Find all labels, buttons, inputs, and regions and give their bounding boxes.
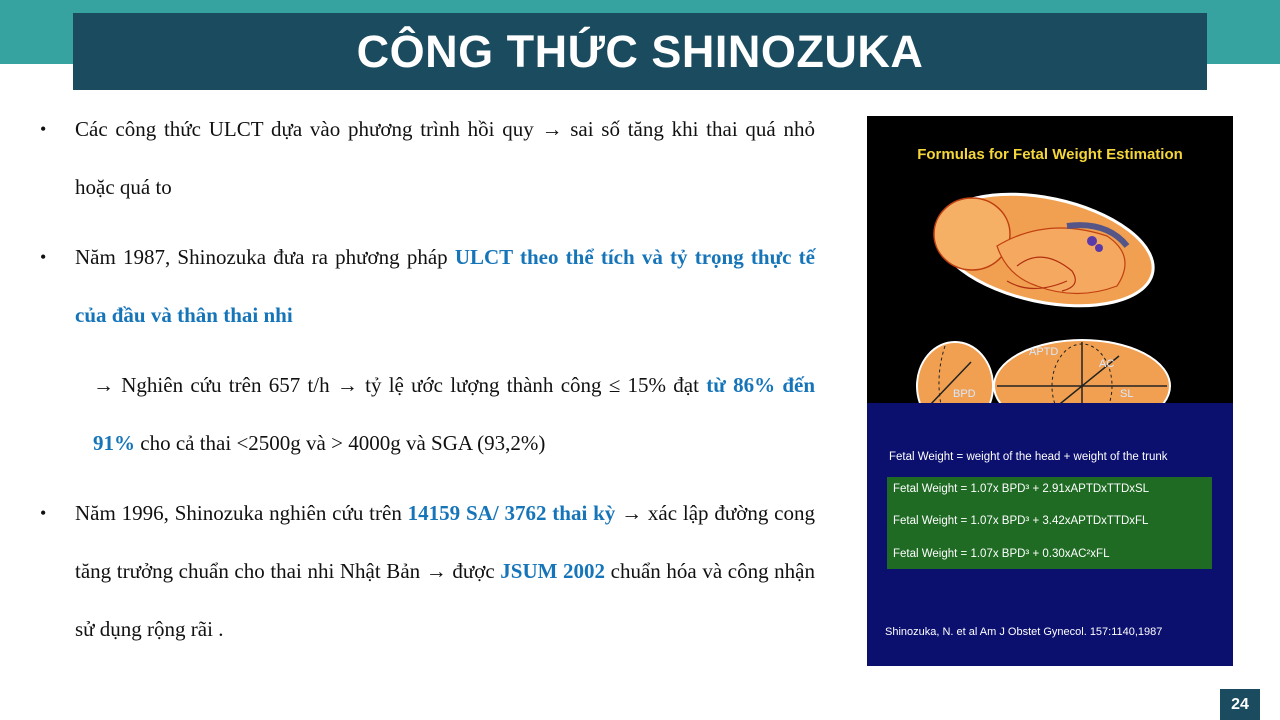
bullet-2-text: Năm 1987, Shinozuka đưa ra phương pháp (75, 245, 455, 269)
bullet-3-post: chuẩn hóa và công nhận sử dụng rộng rãi . (75, 559, 815, 641)
title-box (73, 13, 1207, 90)
bullet-dot: • (40, 119, 47, 139)
page-number: 24 (1220, 689, 1260, 720)
bullet-3 (40, 484, 815, 658)
formula-2: Fetal Weight = 1.07x BPD³ + 3.42xAPTDxTTDxFL (893, 515, 1149, 527)
bullet-dot: • (40, 503, 47, 523)
sub-bullet-text: → Nghiên cứu trên 657 t/h → tỷ lệ ước lượng thành công ≤ 15% đạt (93, 373, 707, 397)
label-aptd: APTD (1029, 346, 1059, 358)
bullet-3-highlight-1: 14159 SA/ 3762 thai kỳ (407, 501, 616, 525)
bullet-2 (40, 228, 815, 344)
formula-1: Fetal Weight = 1.07x BPD³ + 2.91xAPTDxTTDxSL (893, 483, 1150, 495)
slide-title: CÔNG THỨC SHINOZUKA (356, 25, 924, 77)
fetal-weight-figure (867, 116, 1233, 666)
figure-citation: Shinozuka, N. et al Am J Obstet Gynecol. 157:1140,1987 (885, 626, 1163, 638)
bullet-1 (40, 100, 815, 216)
bullet-3-text: Năm 1996, Shinozuka nghiên cứu trên (75, 501, 408, 525)
label-ac: AC (1099, 358, 1115, 370)
label-bpd: BPD (953, 388, 976, 400)
bullet-1-text: Các công thức ULCT dựa vào phương trình hồi quy → sai số tăng khi thai quá nhỏ hoặc quá to (75, 117, 815, 199)
figure-title: Formulas for Fetal Weight Estimation (917, 146, 1183, 163)
sub-bullet (40, 356, 815, 472)
sub-bullet-post: cho cả thai <2500g và > 4000g và SGA (93,2%) (135, 431, 546, 455)
fetal-weight-definition: Fetal Weight = weight of the head + weight of the trunk (889, 451, 1168, 463)
bullet-dot: • (40, 247, 47, 267)
sub-bullet-highlight: từ 86% đến 91% (93, 373, 816, 455)
formula-3: Fetal Weight = 1.07x BPD³ + 0.30xAC²xFL (893, 548, 1110, 560)
slide-content (40, 100, 815, 658)
bullet-3-mid: → xác lập đường cong tăng trưởng chuẩn cho thai nhi Nhật Bản → được (75, 501, 815, 583)
bullet-2-highlight: ULCT theo thể tích và tỷ trọng thực tế của đầu và thân thai nhi (75, 245, 815, 327)
bullet-3-highlight-2: JSUM 2002 (500, 559, 606, 583)
label-sl: SL (1120, 388, 1134, 400)
